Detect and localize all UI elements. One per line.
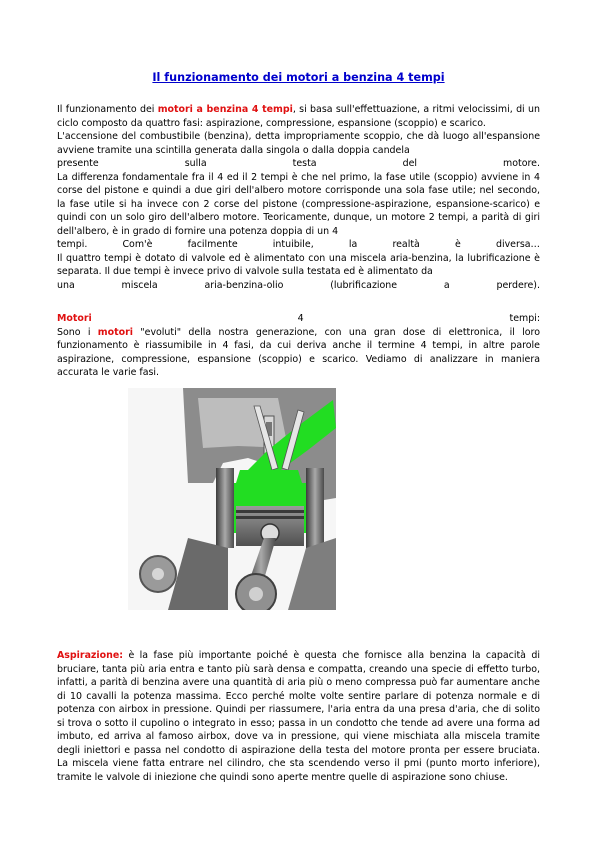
aspirazione-text: è la fase più importante poiché è questa che fornisce alla benzina la capacità di bruciare, tanta più aria entra e tanto più sarà densa e compatta, creando una specie di effetto turbo, infatti, a parità di benzina avere una quantità di aria più o meno compressa può far aumentare anche di 10 cavalli la potenza massima. Ecco perché molte volte sentire parlare di potenza normale e di potenza con airbox in pressione. Quindi per riassumere, l'aria entra da una presa d'aria, che di solito si trova o sotto il cupolino o integrato in esso; passa in un condotto che tende ad avere una forma ad imbuto, ed arriva al famoso airbox, dove va in pressione, qui viene mischiata alla miscela tramite degli iniettori e passa nel condotto di aspirazione della testa del motore pronta per essere bruciata. La miscela viene fatta entrare nel cilindro, che sta scendendo verso il pmi (punto morto inferiore), tramite le valvole di iniezione che quindi sono aperte mentre quelle di aspirazione sono chiuse. (57, 650, 540, 783)
aspirazione-section (57, 649, 540, 784)
motori-heading (57, 312, 540, 326)
piston-ring (236, 510, 304, 513)
motori-p-highlight: motori (97, 326, 133, 338)
word: 4 (297, 313, 304, 324)
intro-paragraph-2: L'accensione del combustibile (benzina), detta impropriamente scoppio, che dà luogo all'espansione avviene tramite una scintilla generata dalla singola o dalla doppia candela (57, 131, 540, 156)
word: aria-benzina-olio (204, 279, 284, 291)
motori-p-post: "evoluti" della nostra generazione, con una gran dose di elettronica, il loro funzionamento è riassumibile in 4 fasi, da cui deriva anche il termine 4 tempi, in altre parole aspirazione, compressione, espansione (scoppio) e scarico. Vediamo di analizzare in maniera accurata le varie fasi. (57, 326, 540, 378)
intro-p1-post: , si basa sull'effettuazione, a ritmi velocissimi, di un ciclo composto da quattro fasi: aspirazione, compressione, espansione (scoppio) e scarico. (57, 104, 540, 129)
word: tempi: (509, 313, 540, 324)
intro-paragraph-3-last-line (57, 238, 540, 252)
word: facilmente (187, 239, 238, 250)
word: diversa… (495, 239, 540, 250)
gear-hub (152, 568, 164, 580)
word: motore. (503, 158, 540, 169)
aspirazione-label: Aspirazione: (57, 650, 124, 661)
intro-paragraph-4-last-line (57, 279, 540, 293)
page-title: Il funzionamento dei motori a benzina 4 tempi (152, 71, 445, 84)
intro-paragraph-4: Il quattro tempi è dotato di valvole ed è alimentato con una miscela aria-benzina, la lubrificazione è separata. Il due tempi è invece privo di valvole sulla testata ed è alimentato da (57, 252, 540, 277)
intro-section (57, 103, 540, 292)
intro-paragraph-1 (57, 103, 540, 130)
motori-section (57, 312, 540, 380)
word: Com'è (122, 239, 153, 250)
word: la (348, 239, 358, 250)
intro-p1-pre: Il funzionamento dei (57, 104, 158, 115)
word: è (454, 239, 461, 250)
aspirazione-paragraph (57, 649, 540, 784)
word: testa (292, 158, 317, 169)
cylinder-wall-left (216, 468, 234, 548)
engine-illustration (128, 388, 336, 610)
word: a (443, 279, 450, 291)
intro-p1-highlight: motori a benzina 4 tempi (157, 104, 293, 115)
word: del (402, 158, 418, 169)
piston-ring (236, 516, 304, 519)
engine-cutaway-image (128, 388, 336, 610)
word: realtà (392, 239, 420, 250)
word: presente (57, 158, 99, 169)
word: tempi. (57, 239, 88, 250)
word: una (57, 279, 75, 291)
intro-paragraph-3: La differenza fondamentale fra il 4 ed il 2 tempi è che nel primo, la fase utile (scoppio) avviene in 4 corse del pistone e quindi a due giri dell'albero motore corrisponde una sola fase utile; nel secondo, la fase utile si ha invece con 2 corse del pistone (compressione-aspirazione, espansione-scarico) e quindi con un solo giro dell'albero motore. Teoricamente, dunque, un motore 2 tempi, a parità di giri dell'albero, è in grado di fornire una potenza doppia di un 4 (57, 171, 540, 237)
cylinder-wall-right (306, 468, 324, 548)
intro-paragraph-2-last-line (57, 157, 540, 171)
word: sulla (184, 158, 207, 169)
word: perdere). (496, 279, 540, 291)
motori-p-pre: Sono i (57, 326, 98, 338)
motori-paragraph (57, 326, 540, 380)
crankshaft-journal (249, 587, 263, 601)
word: (lubrificazione (330, 279, 398, 291)
combustion-chamber (236, 470, 302, 483)
word: intuibile, (272, 239, 314, 250)
word: miscela (121, 279, 158, 291)
motori-heading-label: Motori (57, 313, 92, 324)
